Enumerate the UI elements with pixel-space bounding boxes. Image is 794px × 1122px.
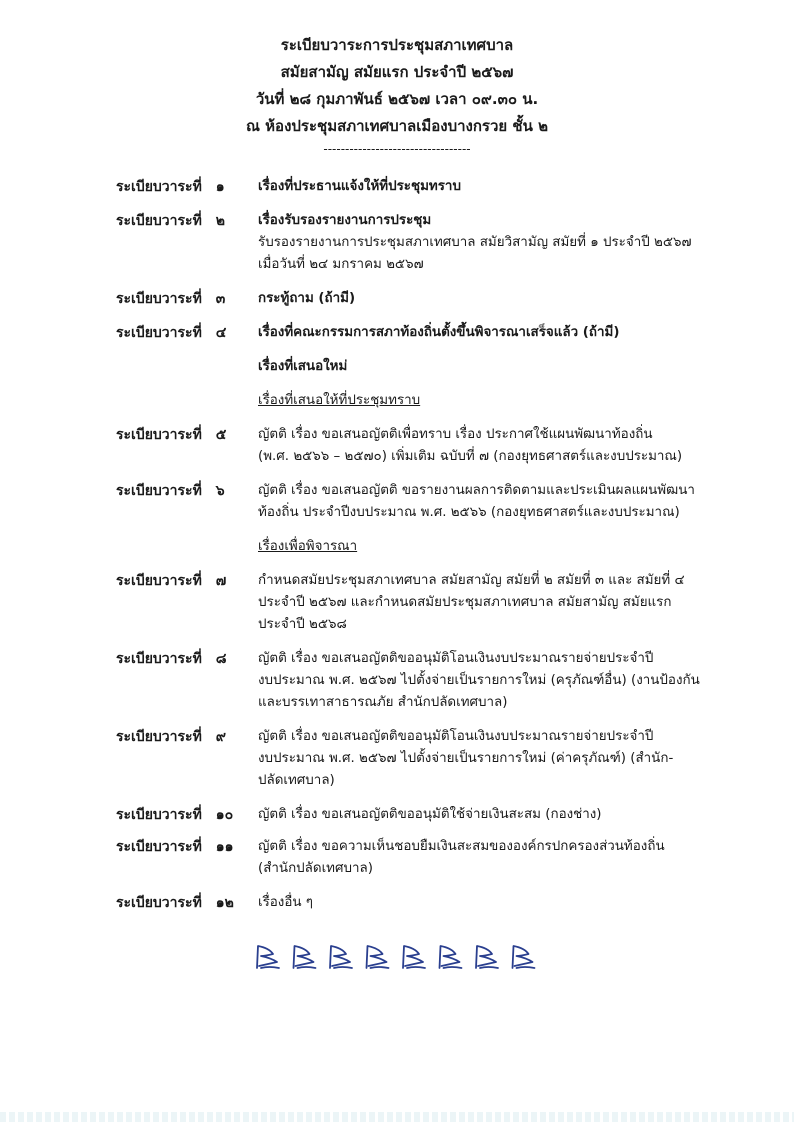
initials-signature-icon bbox=[294, 946, 316, 968]
agenda-item-text: ปลัดเทศบาล) bbox=[258, 773, 335, 788]
header-venue: ณ ห้องประชุมสภาเทศบาลเมืองบางกรวย ชั้น ๒ bbox=[246, 117, 548, 135]
initials-signature-icon bbox=[440, 946, 462, 968]
header-datetime: วันที่ ๒๘ กุมภาพันธ์ ๒๕๖๗ เวลา ๐๙.๓๐ น. bbox=[255, 90, 539, 108]
agenda-item-1 bbox=[116, 176, 716, 198]
initials-signature-row bbox=[247, 940, 547, 974]
initials-signature-icon bbox=[476, 946, 498, 968]
agenda-item-text: รับรองรายงานการประชุมสภาเทศบาล สมัยวิสามัญ สมัยที่ ๑ ประจำปี ๒๕๖๗ bbox=[258, 235, 692, 250]
agenda-item-label: ระเบียบวาระที่ ๑๒ bbox=[116, 895, 234, 911]
agenda-item-text: ญัตติ เรื่อง ขอเสนอญัตติ ขอรายงานผลการติดตามและประเมินผลแผนพัฒนา bbox=[258, 483, 695, 498]
agenda-item-3 bbox=[116, 288, 716, 310]
agenda-item-text: และบรรเทาสาธารณภัย สำนักปลัดเทศบาล) bbox=[258, 695, 508, 710]
agenda-item-text: เรื่องที่คณะกรรมการสภาท้องถิ่นตั้งขึ้นพิจารณาเสร็จแล้ว (ถ้ามี) bbox=[258, 325, 620, 340]
section-new-topics: เรื่องที่เสนอใหม่ bbox=[258, 359, 348, 374]
agenda-item-text: ญัตติ เรื่อง ขอความเห็นชอบยืมเงินสะสมขององค์กรปกครองส่วนท้องถิ่น bbox=[258, 839, 665, 854]
agenda-item-text: ญัตติ เรื่อง ขอเสนอญัตติขออนุมัติใช้จ่ายเงินสะสม (กองช่าง) bbox=[258, 807, 602, 822]
agenda-list bbox=[116, 176, 716, 926]
agenda-item-text: ญัตติ เรื่อง ขอเสนอญัตติเพื่อทราบ เรื่อง ประกาศใช้แผนพัฒนาท้องถิ่น bbox=[258, 427, 653, 442]
agenda-item-10 bbox=[116, 804, 716, 826]
section-for-consideration: เรื่องเพื่อพิจารณา bbox=[258, 539, 358, 554]
agenda-item-label: ระเบียบวาระที่ ๘ bbox=[116, 651, 227, 667]
agenda-item-text: เรื่องรับรองรายงานการประชุม bbox=[258, 213, 432, 228]
agenda-item-text: ประจำปี ๒๕๖๘ bbox=[258, 617, 347, 632]
agenda-item-label: ระเบียบวาระที่ ๖ bbox=[116, 483, 225, 499]
agenda-item-label: ระเบียบวาระที่ ๑๐ bbox=[116, 807, 234, 823]
agenda-item-text: ประจำปี ๒๕๖๗ และกำหนดสมัยประชุมสภาเทศบาล สมัยสามัญ สมัยแรก bbox=[258, 595, 672, 610]
agenda-item-text: (สำนักปลัดเทศบาล) bbox=[258, 861, 373, 876]
agenda-item-label: ระเบียบวาระที่ ๙ bbox=[116, 729, 227, 745]
signature-strip bbox=[0, 940, 794, 978]
scan-edge bbox=[0, 1112, 794, 1122]
agenda-item-text: เรื่องอื่น ๆ bbox=[258, 895, 313, 910]
initials-signature-icon bbox=[403, 946, 425, 968]
agenda-item-text: กระทู้ถาม (ถ้ามี) bbox=[258, 291, 356, 306]
agenda-item-12 bbox=[116, 892, 716, 914]
agenda-item-text: งบประมาณ พ.ศ. ๒๕๖๗ ไปตั้งจ่ายเป็นรายการใหม่ (ค่าครุภัณฑ์) (สำนัก- bbox=[258, 751, 674, 766]
agenda-item-label: ระเบียบวาระที่ ๑๑ bbox=[116, 839, 234, 855]
agenda-item-8 bbox=[116, 648, 716, 714]
agenda-item-5 bbox=[116, 424, 716, 468]
agenda-item-label: ระเบียบวาระที่ ๒ bbox=[116, 213, 226, 229]
initials-signature-icon bbox=[257, 946, 279, 968]
header-divider: ---------------------------------- bbox=[323, 142, 471, 156]
section-for-info: เรื่องที่เสนอให้ที่ประชุมทราบ bbox=[258, 393, 421, 408]
agenda-item-text: เมื่อวันที่ ๒๔ มกราคม ๒๕๖๗ bbox=[258, 257, 424, 272]
agenda-header bbox=[0, 32, 794, 158]
agenda-item-11 bbox=[116, 836, 716, 880]
initials-signature-icon bbox=[330, 946, 352, 968]
agenda-item-label: ระเบียบวาระที่ ๕ bbox=[116, 427, 227, 443]
agenda-item-7 bbox=[116, 570, 716, 636]
agenda-item-label: ระเบียบวาระที่ ๑ bbox=[116, 179, 225, 195]
agenda-item-label: ระเบียบวาระที่ ๗ bbox=[116, 573, 227, 589]
agenda-item-6 bbox=[116, 480, 716, 524]
agenda-item-text: เรื่องที่ประธานแจ้งให้ที่ประชุมทราบ bbox=[258, 179, 461, 194]
agenda-item-label: ระเบียบวาระที่ ๓ bbox=[116, 291, 226, 307]
agenda-item-text: ท้องถิ่น ประจำปีงบประมาณ พ.ศ. ๒๕๖๖ (กองยุทธศาสตร์และงบประมาณ) bbox=[258, 505, 680, 520]
agenda-item-4 bbox=[116, 322, 716, 344]
header-title: ระเบียบวาระการประชุมสภาเทศบาล bbox=[280, 36, 514, 54]
agenda-item-label: ระเบียบวาระที่ ๔ bbox=[116, 325, 227, 341]
header-session: สมัยสามัญ สมัยแรก ประจำปี ๒๕๖๗ bbox=[280, 63, 514, 81]
agenda-item-text: งบประมาณ พ.ศ. ๒๕๖๗ ไปตั้งจ่ายเป็นรายการใหม่ (ครุภัณฑ์อื่น) (งานป้องกัน bbox=[258, 673, 700, 688]
agenda-item-text: กำหนดสมัยประชุมสภาเทศบาล สมัยสามัญ สมัยที่ ๒ สมัยที่ ๓ และ สมัยที่ ๔ bbox=[258, 573, 685, 588]
agenda-item-text: ญัตติ เรื่อง ขอเสนอญัตติขออนุมัติโอนเงินงบประมาณรายจ่ายประจำปี bbox=[258, 729, 654, 744]
agenda-item-text: ญัตติ เรื่อง ขอเสนอญัตติขออนุมัติโอนเงินงบประมาณรายจ่ายประจำปี bbox=[258, 651, 654, 666]
initials-signature-icon bbox=[513, 946, 535, 968]
agenda-item-9 bbox=[116, 726, 716, 792]
agenda-item-text: (พ.ศ. ๒๕๖๖ – ๒๕๗๐) เพิ่มเติม ฉบับที่ ๗ (กองยุทธศาสตร์และงบประมาณ) bbox=[258, 449, 683, 464]
agenda-item-2 bbox=[116, 210, 716, 276]
initials-signature-icon bbox=[367, 946, 389, 968]
